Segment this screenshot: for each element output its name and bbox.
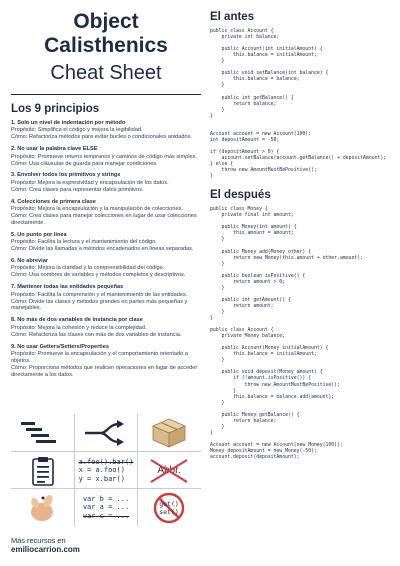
- getter-label: get(): [159, 499, 179, 508]
- principle-purpose: Propósito: Mejora la encapsulación y la manipulación de colecciones.: [11, 206, 183, 213]
- principle-how: Cómo: Divide las llamadas a métodos encadenados en líneas separadas.: [11, 246, 194, 253]
- getset-text: [153, 500, 185, 516]
- icon-cell: [74, 489, 137, 526]
- principle-title: 5. Un punto por línea: [11, 231, 67, 238]
- footer-website-link[interactable]: emiliocarrion.com: [11, 545, 80, 554]
- page-subtitle: Cheat Sheet: [50, 62, 162, 84]
- principle-purpose: Propósito: Facilita la comprensión y el mantenimiento de las entidades.: [11, 291, 188, 298]
- principle-item: [11, 172, 201, 193]
- principle-title: 8. No más de dos variables de instancia por clase: [11, 317, 143, 324]
- icon-cell: [74, 452, 137, 489]
- principle-title: 3. Envolver todos los primitivos y strings: [11, 172, 121, 179]
- icon-cell: [11, 452, 74, 489]
- cross-out-icon: [147, 457, 191, 485]
- pinch-hand-icon: [26, 492, 60, 524]
- variable-line: var a = ...: [82, 503, 130, 512]
- footer-label: Más recursos en: [11, 536, 66, 545]
- principle-how: Cómo: Refactoriza las clases con más de dos variables de instancia.: [11, 331, 182, 338]
- principle-how: Cómo: Usa nombres de variables y métodos completos y descriptivos.: [11, 272, 186, 279]
- setter-label: set(): [159, 507, 179, 516]
- principle-purpose: Propósito: Promueve la encapsulación y el comportamiento orientado a objetos.: [11, 350, 188, 364]
- principle-item: [11, 232, 201, 253]
- title-divider: [11, 94, 201, 95]
- before-heading: El antes: [210, 11, 255, 23]
- principle-how: Cómo: Crea clases para representar datos primitivos.: [11, 186, 144, 193]
- principle-title: 4. Colecciones de primera clase: [11, 198, 96, 205]
- icon-cell: [137, 489, 200, 526]
- principle-purpose: Propósito: Promueve returns tempranos y caminos de código más simples.: [11, 153, 197, 160]
- before-code-block: public class Account { private int balance; public Account(int initialAmount) { this.balance = initialAmount; } public void setBalance(int balance) { this.balance = balance; } public int getBalance() { return balance; } } Account account = new Account(100); int depositAmount = -50; if (depositAmount > 0) { account.setBalance(account.getBalance() + depositAmount); } else { throw new AmountMustBePositive(); }: [210, 29, 387, 180]
- icon-cell: [137, 452, 200, 489]
- left-column: [11, 10, 201, 384]
- principle-item: [11, 284, 201, 312]
- principle-how: Cómo: Refactoriza métodos para evitar bucles o condicionales anidados.: [11, 134, 192, 141]
- icon-cell: [74, 414, 137, 451]
- principle-item: [11, 344, 201, 379]
- after-heading: El después: [210, 189, 271, 202]
- principle-how: Cómo: Crea clases para manejar colecciones en lugar de usar colecciones directamente.: [11, 212, 197, 226]
- icon-cell: [11, 414, 74, 451]
- principle-purpose: Propósito: Facilita la lectura y el mantenimiento del código.: [11, 239, 157, 246]
- after-code-block: public class Money { private final int amount; public Money(int amount) { this.amount = amount; } public Money add(Money other) { return new Money(this.amount + other.amount); } public boolean isPositive() { return amount > 0; } public int getAmount() { return amount; } } public class Account { private Money balance; public Account(Money initialAmount) { this.balance = initialAmount; } public void deposit(Money amount) { if (!amount.isPositive()) { throw new AmountMustBePositive(); } this.balance = balance.add(amount); } public Money getBalance() { return balance; } } Account account = new Account(new Money(100)); Money depositAmount = new Money(-50); account.deposit(depositAmount);: [210, 207, 364, 461]
- icon-cell: [137, 414, 200, 451]
- box-icon: [149, 417, 189, 449]
- chained-call-icon: [79, 458, 134, 483]
- principle-item: [11, 199, 201, 227]
- icon-cell: [11, 489, 74, 526]
- right-column: [210, 10, 392, 461]
- nested-lines-icon: [18, 418, 68, 448]
- principle-item: [11, 317, 201, 338]
- principle-how: Cómo: Usa cláusulas de guarda para manejar condiciones.: [11, 160, 158, 167]
- principle-title: 2. No usar la palabra clave ELSE: [11, 146, 98, 153]
- principle-how: Cómo: Divide las clases y métodos grandes en partes más pequeñas y manejables.: [11, 298, 188, 312]
- principle-item: [11, 120, 201, 141]
- principle-purpose: Propósito: Mejora la expresividad y encapsulación de los datos.: [11, 179, 169, 186]
- principle-title: 6. No abreviar: [11, 258, 48, 264]
- icon-row: [11, 414, 201, 451]
- principle-purpose: Propósito: Mejora la cohesión y reduce la complejidad.: [11, 324, 147, 331]
- icon-row: [11, 451, 201, 488]
- footer: [11, 536, 201, 555]
- variable-line: var b = ...: [82, 494, 130, 503]
- variable-line: var c = ...: [82, 511, 130, 520]
- principle-purpose: Propósito: Simplifica el código y mejora la legibilidad.: [11, 127, 143, 134]
- no-abbreviation-icon: [147, 457, 191, 485]
- chained-call-line: a.foo().bar(): [78, 457, 134, 466]
- abbreviation-label: Abbr.: [157, 465, 181, 476]
- chained-call-line: y = x.bar(): [78, 474, 125, 483]
- principle-item: [11, 258, 201, 279]
- page-title: Object Calisthenics: [44, 10, 168, 57]
- principles-heading: Los 9 principios: [11, 103, 100, 115]
- branch-arrows-icon: [81, 418, 131, 448]
- chained-call-line: x = a.foo(): [78, 466, 125, 475]
- principle-item: [11, 146, 201, 167]
- principle-how: Cómo: Proporciona métodos que realicen operaciones en lugar de acceder directamente a los datos.: [11, 364, 198, 378]
- icon-row: [11, 488, 201, 525]
- instance-variables-icon: [83, 495, 129, 520]
- principle-title: 1. Solo un nivel de indentación por método: [11, 120, 126, 126]
- principle-title: 7. Mantener todas las entidades pequeñas: [11, 284, 124, 291]
- principle-title: 9. No usar Getters/Setters/Properties: [11, 343, 109, 350]
- no-getters-setters-icon: [153, 492, 185, 524]
- principles-icon-grid: [11, 414, 201, 525]
- clipboard-icon: [28, 455, 58, 487]
- principle-purpose: Propósito: Mejora la claridad y la comprensibilidad del código.: [11, 265, 165, 272]
- principles-list: [11, 120, 201, 379]
